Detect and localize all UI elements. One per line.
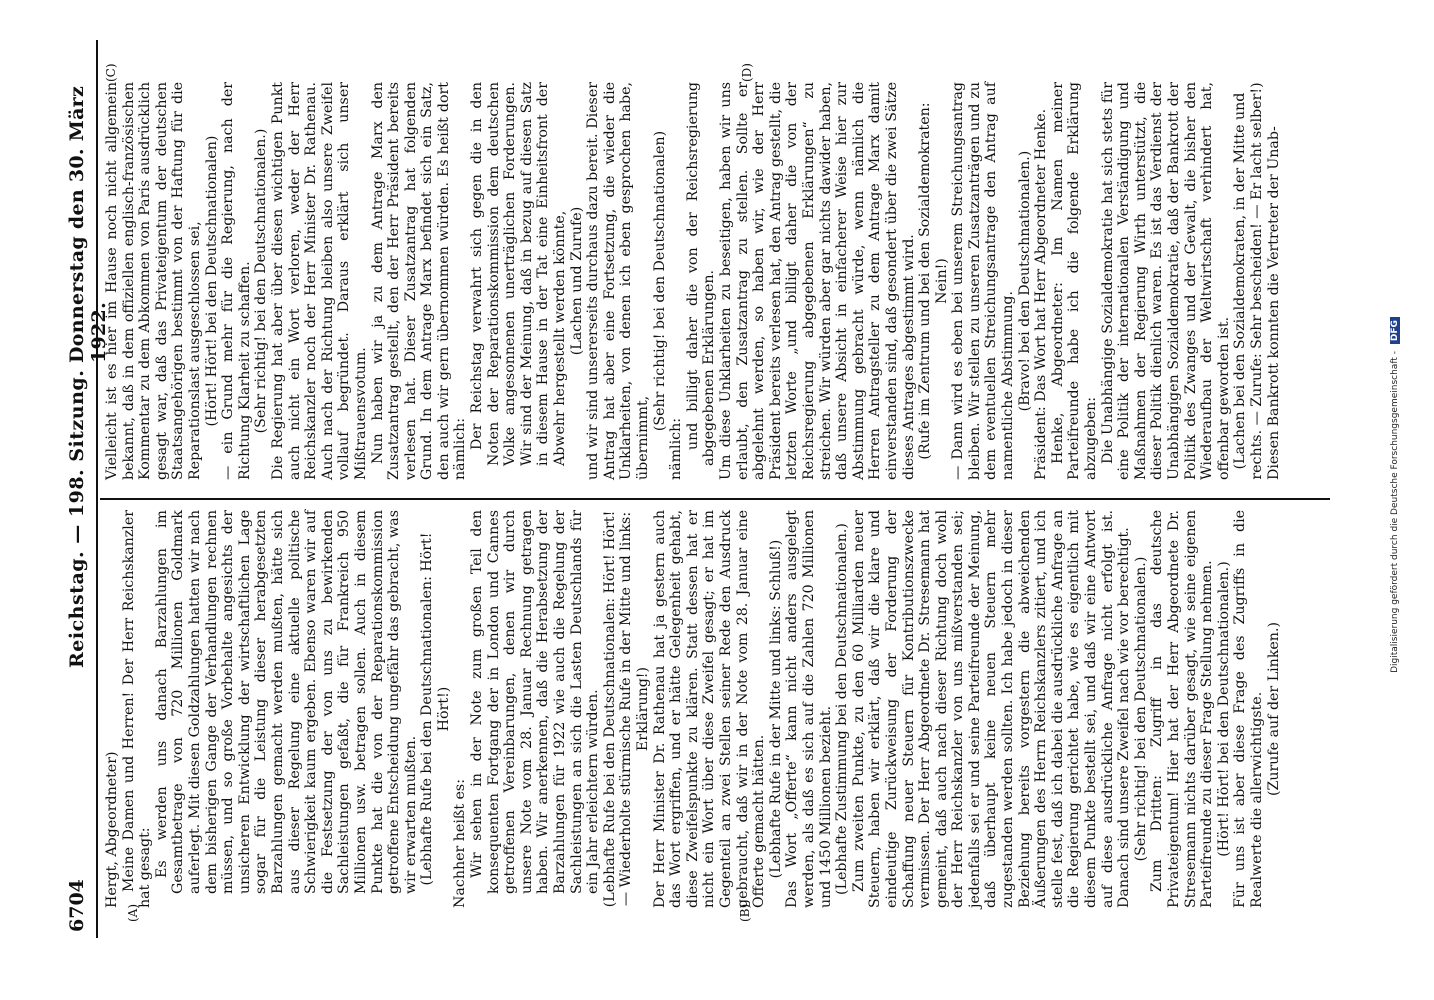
paragraph: Der Reichstag verwahrt sich gegen die in den Noten der Reparationskommission dem deutschen Volke angesonnenen unerträglichen Forderungen. Wir sind der Meinung, daß in bezug auf diesen Satz in diesem Hause in der Tat eine Einheitsfront der Abwehr hergestellt werden könnte, xyxy=(469,82,569,466)
paragraph: Der Herr Minister Dr. Rathenau hat ja gestern auch das Wort ergriffen, und er hätte Gelegenheit gehabt, diese Zweifelspunkte zu klären. Statt dessen hat er nicht ein Wort über diese Zweifel gesagt; er hat im Gegenteil an zwei Stellen seiner Rede den Ausdruck gebraucht, daß wir in der Note vom 28. Januar eine Offerte gemacht hätten. xyxy=(651,510,768,908)
paragraph: (Lebhafte Rufe bei den Deutschnationalen: Hört! Hört!) xyxy=(419,532,452,886)
left-column xyxy=(104,510,1282,908)
paragraph: Hergt, Abgeordneter) xyxy=(104,751,120,908)
paragraph: (Sehr richtig! bei den Deutschnationalen.) xyxy=(253,128,270,434)
paragraph: (Sehr richtig! bei den Deutschnationalen) xyxy=(651,130,668,432)
paragraph: Vielleicht ist es hier im Hause noch nicht allgemein bekannt, daß in dem offiziellen englisch-französischen Kommentar zu dem Abkommen von Paris ausdrücklich gesagt war, daß das Privateigentum der deutschen Staatsangehörigen bestimmt von der Haftung für die Reparationslast ausgeschlossen sei, xyxy=(104,82,203,480)
paragraph: nämlich: xyxy=(668,418,685,480)
dfg-logo: DFG xyxy=(1390,317,1400,344)
paragraph: (Lebhafte Zustimmung bei den Deutschnationalen.) xyxy=(834,523,851,895)
paragraph: (Zurufe auf der Linken.) xyxy=(1265,622,1282,797)
paragraph: und billigt daher die von der Reichsregierung abgegebenen Erklärungen. xyxy=(684,82,718,466)
paragraph: Wir sehen in der Note zum großen Teil den konsequenten Fortgang der in London und Cannes getroffenen Vereinbarungen, denen wir durch unsere Note vom 28. Januar Rechnung getragen haben. Wir anerkennen, daß die Herabsetzung der Barzahlungen für 1922 wie auch die Regelung der Sachleistungen an sich die Lasten Deutschlands für ein Jahr erleichtern würden. xyxy=(469,510,602,894)
paragraph: Für uns ist aber diese Frage des Zugriffs in die Realwerte die allerwichtigste. xyxy=(1232,510,1265,908)
paragraph: Diesen Bankrott konnten die Vertreter der Unab- xyxy=(1265,126,1282,480)
paragraph: Die Regierung hat aber über diesen wichtigen Punkt auch nicht ein Wort verloren, weder der Herr Reichskanzler noch der Herr Minister Dr. Rathenau. Auch nach der Richtung bleiben also unsere Zweifel vollauf begründet. Daraus erklärt sich unser Mißtrauensvotum. xyxy=(269,82,369,480)
margin-mark-d: (D) xyxy=(740,63,754,82)
paragraph: Nun haben wir ja zu dem Antrage Marx den Zusatzantrag gestellt, den der Herr Präsident bereits verlesen hat. Dieser Zusatzantrag hat folgenden Grund. In dem Antrage Marx befindet sich ein Satz, den auch wir gern übernommen würden. Es heißt dort nämlich: xyxy=(369,82,469,480)
margin-mark-a: (A) xyxy=(126,903,140,922)
paragraph: (Lachen und Zurufe) xyxy=(568,206,585,356)
paragraph: (Rufe im Zentrum und bei den Sozialdemokraten: Nein!) xyxy=(917,102,950,460)
paragraph: Die Unabhängige Sozialdemokratie hat sich stets für eine Politik der internationalen Verständigung und Maßnahmen der Regierung Wirth unterstützt, die dieser Politik dienlich waren. Es ist das Verdienst der Unabhängigen Sozialdemokratie, daß der Bankrott der Politik des Zwanges und der Gewalt, die bisher den Wiederaufbau der Weltwirtschaft verhindert hat, offenbar geworden ist. xyxy=(1099,82,1232,480)
paragraph: (Lebhafte Rufe bei den Deutschnationalen: Hört! Hört! — Wiederholte stürmische Rufe in der Mitte und links: Erklärung!) xyxy=(601,510,651,908)
paragraph: — ein Grund mehr für die Regierung, nach der Richtung Klarheit zu schaffen. xyxy=(220,82,253,480)
right-column xyxy=(104,82,1282,480)
paragraph: — Dann wird es eben bei unserem Streichungsantrag bleiben. Wir stellen zu unseren Zusatzanträgen und zu dem eventuellen Streichungsantrage den Antrag auf namentliche Abstimmung. xyxy=(950,82,1017,480)
paragraph: Henke, Abgeordneter: Im Namen meiner Parteifreunde habe ich die folgende Erklärung abzugeben: xyxy=(1049,82,1100,480)
paragraph: und wir sind unsererseits durchaus dazu bereit. Dieser Antrag hat aber eine Fortsetzung, die wieder die Unklarheiten, von denen ich eben gesprochen habe, übernimmt, xyxy=(585,82,651,480)
margin-mark-c: (C) xyxy=(104,63,118,82)
paragraph: (Lachen bei den Sozialdemokraten, in der Mitte und rechts. — Zurufe: Sehr bescheiden! — Er lacht selber!) xyxy=(1232,82,1265,480)
paragraph: Zum zweiten Punkte, zu den 60 Milliarden neuer Steuern, haben wir erklärt, daß wir die klare und eindeutige Zurückweisung der Forderung der Schaffung neuer Steuern für Kontributionszwecke vermissen. Der Herr Abgeordnete Dr. Stresemann hat gemeint, daß auch nach dieser Richtung doch wohl der Herr Reichskanzler von uns mißverstanden sei; jedenfalls sei er und seine Parteifreunde der Meinung, daß überhaupt keine neuen Steuern mehr zugestanden werden sollten. Ich habe jedoch in dieser Beziehung bereits vorgestern die abweichenden Äußerungen des Herrn Reichskanzlers zitiert, und ich stelle fest, daß ich dabei die ausdrückliche Anfrage an die Regierung gerichtet habe, wie es eigentlich mit diesem Punkte bestellt sei, und daß wir eine Antwort auf diese ausdrückliche Anfrage nicht erfolgt ist. Danach sind unsere Zweifel nach wie vor berechtigt. xyxy=(850,510,1133,908)
paragraph: Nachher heißt es: xyxy=(452,779,469,908)
paragraph: (Sehr richtig! bei den Deutschnationalen.) xyxy=(1132,556,1149,862)
session-title: Reichstag. — 198. Sitzung. xyxy=(66,369,88,668)
paragraph: Das Wort „Offerte“ kann nicht anders ausgelegt werden, als daß es sich auf die Zahlen 720 Millionen und 1450 Millionen bezieht. xyxy=(784,510,834,908)
page-header xyxy=(62,40,110,938)
paragraph: Um diese Unklarheiten zu beseitigen, haben wir uns erlaubt, den Zusatzantrag zu stellen. Sollte er abgelehnt werden, so haben wir, wie der Herr Präsident bereits verlesen hat, den Antrag gestellt, die letzten Worte „und billigt daher die von der Reichsregierung abgegebenen Erklärungen“ zu streichen. Wir würden aber gar nichts dawider haben, daß unsere Absicht in einfacherer Weise hier zur Abstimmung gebracht würde, wenn nämlich die Herren Antragsteller zu dem Antrage Marx damit einverstanden sind, daß gesondert über die zwei Sätze dieses Antrages abgestimmt wird. xyxy=(717,82,917,480)
paragraph: Zum Dritten: Zugriff in das deutsche Privateigentum! Hier hat der Herr Abgeordnete Dr. Stresemann nichts darüber gesagt, wie seine eigenen Parteifreunde zu dieser Frage Stellung nehmen. xyxy=(1149,510,1216,908)
margin-mark-b: (B) xyxy=(738,903,752,922)
paragraph: Es werden uns danach Barzahlungen im Gesamtbetrage von 720 Millionen Goldmark auferlegt. Mit diesen Goldzahlungen hatten wir nach dem bisherigen Gange der Verhandlungen rechnen müssen, und so große Vorbehalte angesichts der unsicheren Entwicklung der wirtschaftlichen Lage sogar für die Leistung dieser herabgesetzten Barzahlungen gemacht werden mußten, hätte sich aus dieser Regelung eine aktuelle politische Schwierigkeit kaum ergeben. Ebenso waren wir auf die Festsetzung der von uns zu bewirkenden Sachleistungen gefaßt, die für Frankreich 950 Millionen usw. betragen sollen. Auch in diesem Punkte hat die von der Reparationskommission getroffene Entscheidung ungefähr das gebracht, was wir erwarten mußten. xyxy=(153,510,419,894)
paragraph: (Hört! Hört! bei den Deutschnationalen.) xyxy=(1215,561,1232,857)
paragraph: Präsident: Das Wort hat Herr Abgeordneter Henke. xyxy=(1033,108,1050,480)
paragraph: (Bravo! bei den Deutschnationalen.) xyxy=(1016,150,1033,412)
paragraph: (Hört! Hört! bei den Deutschnationalen) xyxy=(203,135,220,427)
date-title: Donnerstag den 30. März 1922. xyxy=(66,85,110,363)
paragraph: (Lebhafte Rufe in der Mitte und links: Schluß!) xyxy=(767,539,784,879)
paragraph: Meine Damen und Herren! Der Herr Reichskanzler hat gesagt: xyxy=(120,510,154,908)
digitization-imprint xyxy=(1390,0,1400,990)
page-number: 6704 xyxy=(66,879,88,932)
imprint-text: Digitalisierung gefördert durch die Deutsche Forschungsgemeinschaft - xyxy=(1390,351,1400,673)
column-divider xyxy=(100,498,1330,500)
